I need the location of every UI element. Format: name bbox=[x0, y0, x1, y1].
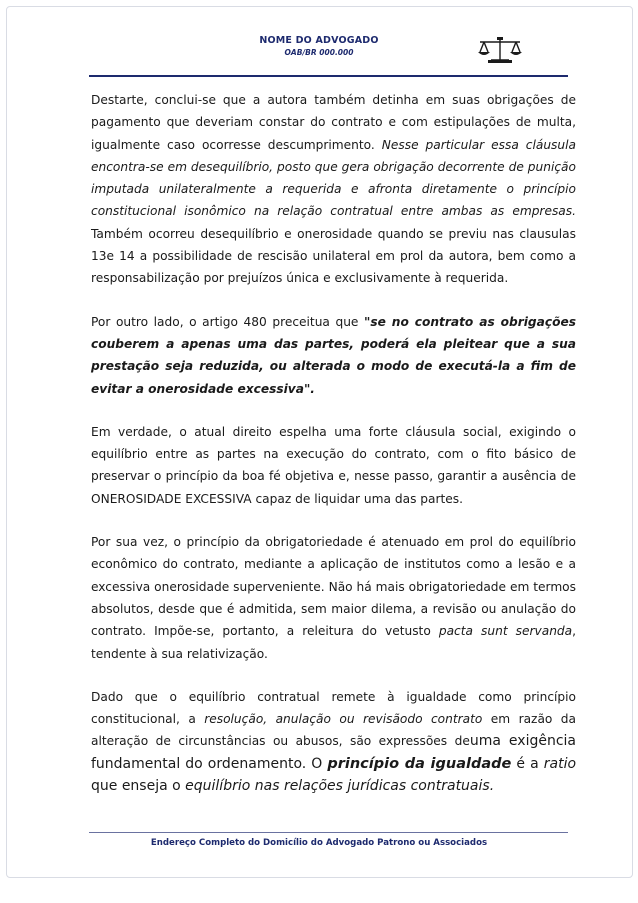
p3-text: Em verdade, o atual direito espelha uma forte cláusula social, exigindo o equilíbrio entre as partes na execução do contrato, com o fito básico de preservar o princípio da boa fé objetiva e, nesse passo, garantir a ausência de ONEROSIDADE EXCESSIVA capaz de liquidar uma das partes. bbox=[91, 424, 576, 506]
p1-text: Destarte, conclui-se que a autora também detinha em suas obrigações de pagamento que deveriam constar do contrato e com estipulações de multa, igualmente caso ocorresse descumprimento. bbox=[91, 93, 576, 152]
p2-quote: "se no contrato as obrigações couberem a apenas uma das partes, poderá ela pleitear que a sua prestação seja reduzida, ou alterada o modo de executá-la a fim de evitar a onerosidade excessiva". bbox=[91, 314, 576, 396]
p4-text-end: , tendente à sua relativização. bbox=[91, 624, 576, 661]
p1-italic: Nesse particular essa cláusula encontra-se em desequilíbrio, posto que gera obrigação decorrente de punição imputada unilateralmente a requerida e afronta diretamente o princípio constitucional isonômico na relação contratual entre ambas as empresas. bbox=[91, 137, 576, 219]
p5-text: Dado que o equilíbrio contratual remete à igualdade como princípio constitucional, a bbox=[91, 689, 576, 727]
p4-text: Por sua vez, o princípio da obrigatoriedade é atenuado em prol do equilíbrio econômico do contrato, mediante a aplicação de institutos como a lesão e a excessiva onerosidade superveniente. Não há mais obrigatoriedade em termos absolutos, desde que é admitida, sem maior dilema, a revisão ou anulação do contrato. Impõe-se, portanto, a releitura do vetusto bbox=[91, 535, 576, 639]
footer-address: Endereço Completo do Domicílio do Advogado Patrono ou Associados bbox=[150, 838, 488, 848]
paragraph-2 bbox=[91, 311, 576, 400]
lawyer-name: NOME DO ADVOGADO bbox=[259, 35, 379, 46]
paragraph-1 bbox=[91, 89, 576, 290]
scales-of-justice-icon bbox=[474, 36, 526, 64]
header-rule bbox=[89, 75, 568, 77]
footer-rule bbox=[89, 832, 568, 833]
p5-large-3: que enseja o bbox=[91, 778, 186, 795]
paragraph-5 bbox=[91, 686, 576, 797]
p1-text-end: Também ocorreu desequilíbrio e onerosidade quando se previu nas clausulas 13e 14 a possibilidade de rescisão unilateral em prol da autora, bem como a responsabilização por prejuízos única e exclusivamente à requerida. bbox=[91, 226, 576, 286]
p5-large-2: é a bbox=[511, 755, 544, 772]
paragraph-3 bbox=[91, 421, 576, 510]
p5-italic: resolução, anulação ou revisãodo contrato bbox=[204, 712, 483, 727]
p5-large: uma exigência fundamental do ordenamento. O bbox=[91, 733, 577, 772]
p5-text-2: em razão da alteração de circunstâncias ou abusos, são expressões de bbox=[91, 712, 576, 749]
p2-text: Por outro lado, o artigo 480 preceitua que bbox=[91, 314, 364, 329]
p5-ratio: ratio bbox=[543, 755, 577, 772]
p4-latin: pacta sunt servanda bbox=[438, 624, 573, 639]
p5-italic-end: equilíbrio nas relações jurídicas contratuais. bbox=[185, 778, 495, 795]
document-body bbox=[91, 89, 576, 797]
paragraph-4 bbox=[91, 531, 576, 665]
oab-number: OAB/BR 000.000 bbox=[284, 48, 354, 57]
p5-principle: princípio da igualdade bbox=[327, 755, 512, 772]
letterhead bbox=[0, 35, 638, 57]
